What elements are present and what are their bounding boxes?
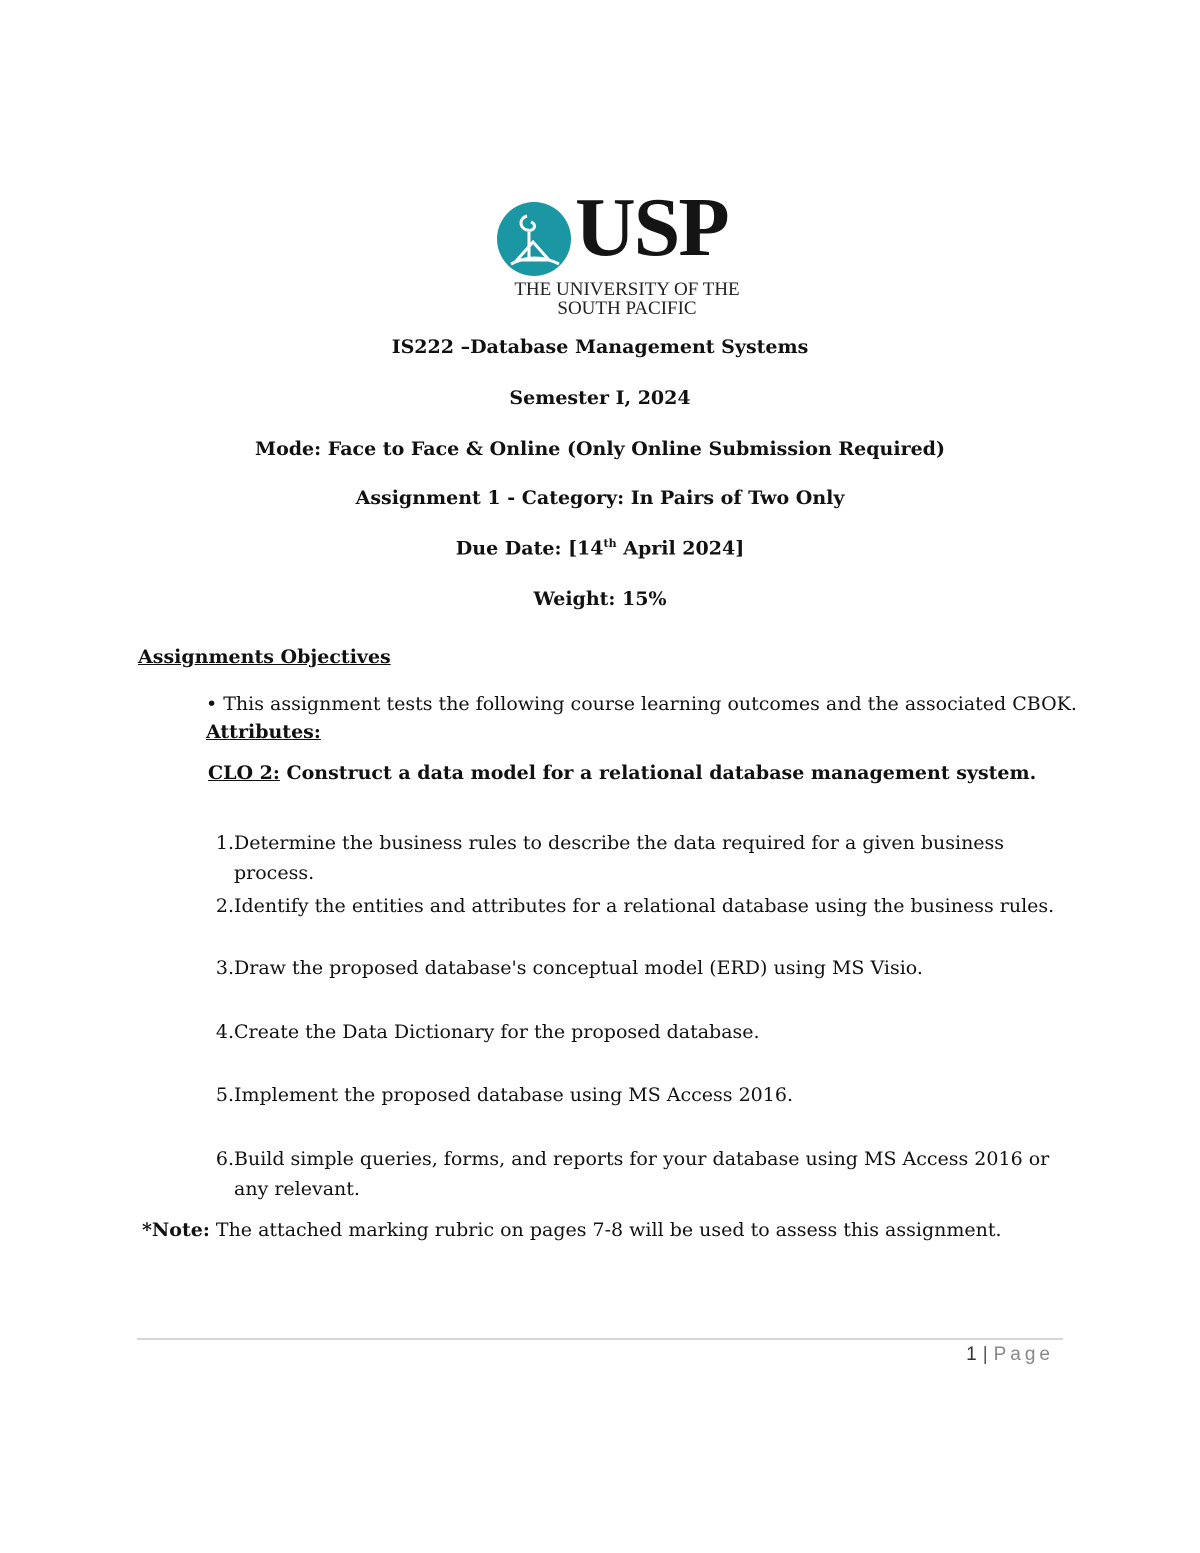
objectives-heading: Assignments Objectives [138,646,391,668]
list-item: 1. Determine the business rules to describe the data required for a given business process. [215,832,1005,884]
usp-emblem-icon [497,202,571,276]
attributes-label: Attributes: [206,721,321,743]
list-item: 6. Build simple queries, forms, and reports for your database using MS Access 2016 or any relevant. [215,1148,1050,1200]
course-title: IS222 –Database Management Systems [391,336,809,358]
page-footer: 1 | Page [966,1344,1054,1365]
university-name-line1: THE UNIVERSITY OF THE [514,279,740,300]
usp-logo [497,181,753,319]
objectives-bullet: • This assignment tests the following course learning outcomes and the associated CBOK. [206,693,1077,715]
list-item: 2. Identify the entities and attributes for a relational database using the business rules. [215,895,1055,917]
university-name-line2: SOUTH PACIFIC [557,298,697,319]
list-item: 3. Draw the proposed database's conceptual model (ERD) using MS Visio. [215,957,923,979]
usp-wordmark: USP [575,181,728,274]
weight: Weight: 15% [533,588,667,610]
note: *Note: The attached marking rubric on pages 7-8 will be used to assess this assignment. [142,1219,1002,1241]
due-date: Due Date: [14th April 2024] [455,537,745,560]
footer-divider [137,1338,1063,1340]
assignment-category: Assignment 1 - Category: In Pairs of Two Only [355,487,845,509]
semester: Semester I, 2024 [509,387,691,409]
list-item: 5. Implement the proposed database using MS Access 2016. [215,1084,793,1106]
clo-2: CLO 2: Construct a data model for a relational database management system. [208,762,1037,784]
mode: Mode: Face to Face & Online (Only Online Submission Required) [255,438,945,460]
list-item: 4. Create the Data Dictionary for the proposed database. [215,1021,760,1043]
